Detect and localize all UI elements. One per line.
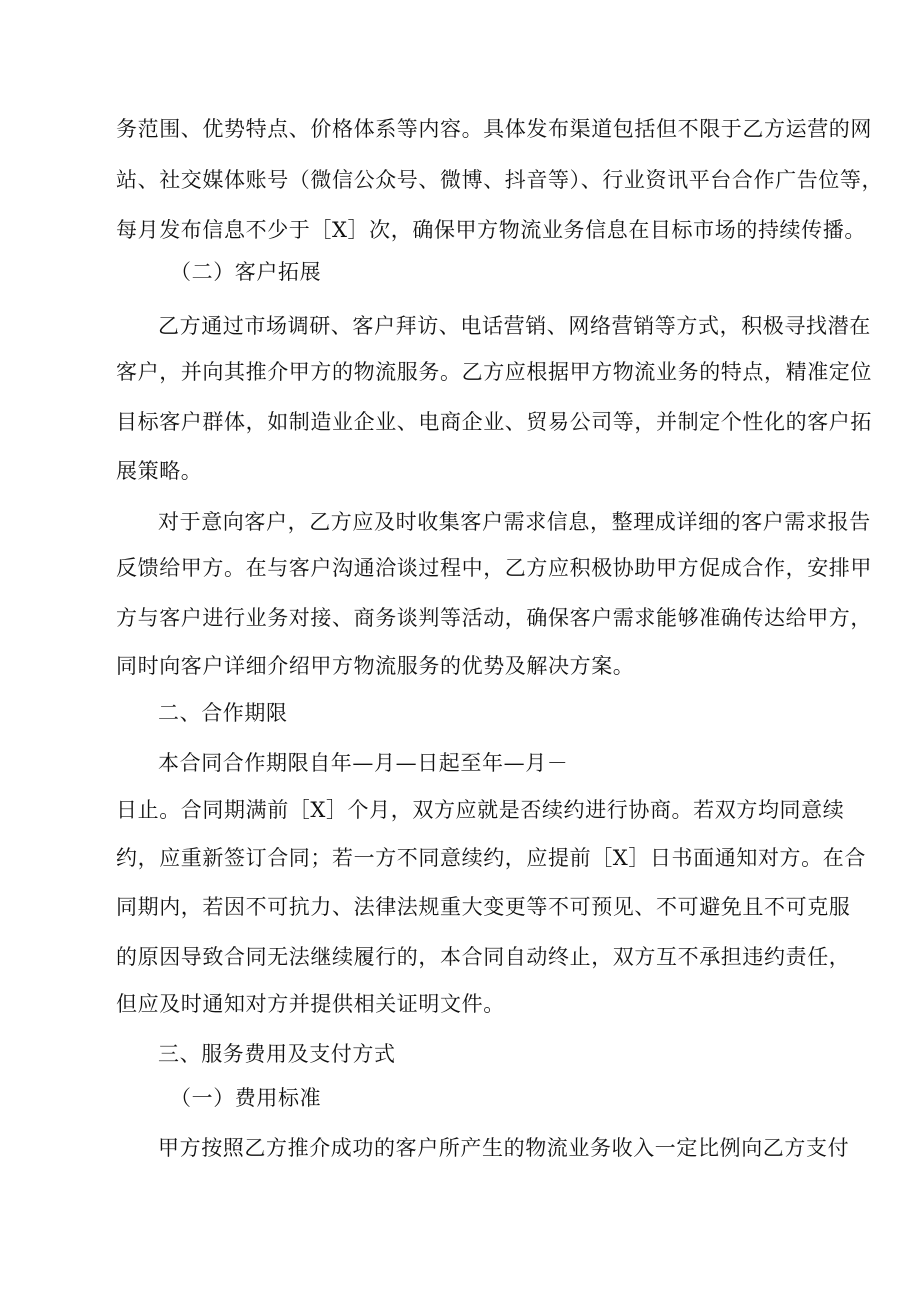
paragraph-line: 站、社交媒体账号（微信公众号、微博、抖音等）、行业资讯平台合作广告位等， <box>116 168 884 192</box>
section-heading: 三、服务费用及支付方式 <box>158 1042 396 1066</box>
paragraph-line: 客户，并向其推介甲方的物流服务。乙方应根据甲方物流业务的特点，精准定位 <box>116 360 872 384</box>
section-heading: 二、合作期限 <box>158 701 288 725</box>
paragraph-line: 同时向客户详细介绍甲方物流服务的优势及解决方案。 <box>116 654 635 678</box>
section-heading: （二）客户拓展 <box>170 260 322 284</box>
paragraph-line: 约，应重新签订合同；若一方不同意续约，应提前［X］日书面通知对方。在合 <box>116 846 866 870</box>
paragraph-line: 目标客户群体，如制造业企业、电商企业、贸易公司等，并制定个性化的客户拓 <box>116 410 872 434</box>
paragraph-line: 对于意向客户，乙方应及时收集客户需求信息，整理成详细的客户需求报告 <box>158 510 871 534</box>
paragraph-line: 务范围、优势特点、价格体系等内容。具体发布渠道包括但不限于乙方运营的网 <box>116 117 872 141</box>
section-heading: （一）费用标准 <box>170 1086 322 1110</box>
paragraph-line: 方与客户进行业务对接、商务谈判等活动，确保客户需求能够准确传达给甲方， <box>116 606 872 630</box>
paragraph-line: 本合同合作期限自年—月—日起至年—月－ <box>158 751 569 775</box>
paragraph-line: 每月发布信息不少于［X］次，确保甲方物流业务信息在目标市场的持续传播。 <box>116 218 866 242</box>
paragraph-line: 的原因导致合同无法继续履行的，本合同自动终止，双方互不承担违约责任， <box>116 945 851 969</box>
paragraph-line: 甲方按照乙方推介成功的客户所产生的物流业务收入一定比例向乙方支付 <box>158 1136 850 1160</box>
paragraph-line: 但应及时通知对方并提供相关证明文件。 <box>116 992 505 1016</box>
paragraph-line: 同期内，若因不可抗力、法律法规重大变更等不可预见、不可避免且不可克服 <box>116 895 851 919</box>
paragraph-line: 反馈给甲方。在与客户沟通洽谈过程中，乙方应积极协助甲方促成合作，安排甲 <box>116 556 872 580</box>
paragraph-line: 展策略。 <box>116 459 203 483</box>
paragraph-line: 日止。合同期满前［X］个月，双方应就是否续约进行协商。若双方均同意续 <box>116 798 845 822</box>
paragraph-line: 乙方通过市场调研、客户拜访、电话营销、网络营销等方式，积极寻找潜在 <box>158 314 871 338</box>
